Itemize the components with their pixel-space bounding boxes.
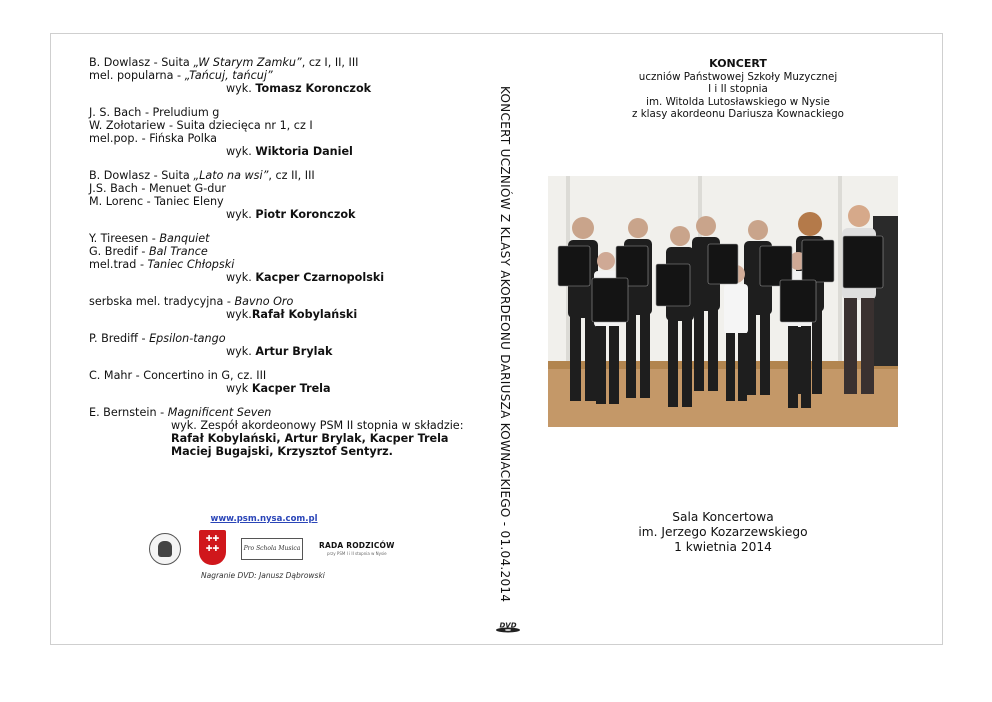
- piece-line: [89, 258, 479, 271]
- piece-text: B. Dowlasz - Suita: [89, 56, 194, 69]
- rada-rodzicow-logo: RADA RODZICÓW: [319, 541, 395, 550]
- piece-text: M. Lorenc - Taniec Eleny: [89, 195, 224, 208]
- concert-date: 1 kwietnia 2014: [674, 540, 772, 554]
- ensemble-members: Maciej Bugajski, Krzysztof Sentyrz.: [171, 445, 393, 458]
- piece-title: Bal Trance: [149, 245, 208, 258]
- venue-info: [533, 510, 913, 555]
- performer-prefix: wyk.: [226, 145, 256, 158]
- piece-text: G. Bredif -: [89, 245, 149, 258]
- piece-line: [89, 119, 479, 132]
- program-item: [89, 56, 479, 95]
- performer-line: [89, 271, 479, 284]
- performer-line: [89, 345, 479, 358]
- performer-prefix: wyk.: [226, 345, 256, 358]
- nysa-coat-of-arms-logo: ✚✚ ✚✚: [199, 530, 226, 565]
- ensemble-performer-line: wyk. Zespół akordeonowy PSM II stopnia w składzie:: [171, 419, 464, 432]
- front-cover: [533, 34, 943, 644]
- front-subtitle-line: z klasy akordeonu Dariusza Kownackiego: [632, 108, 844, 121]
- program-item-ensemble: [89, 406, 479, 458]
- front-subtitle-line: I i II stopnia: [708, 83, 768, 96]
- piece-title: Epsilon-tango: [149, 332, 226, 345]
- piece-line: [89, 132, 479, 145]
- spine: [481, 34, 533, 644]
- spine-title: KONCERT UCZNIÓW Z KLASY AKORDEONU DARIUSZA KOWNACKIEGO - 01.04.2014: [498, 86, 512, 603]
- performer-line: [89, 82, 479, 95]
- piece-line: [89, 106, 479, 119]
- piece-text: mel.pop. - Fińska Polka: [89, 132, 217, 145]
- piece-text: B. Dowlasz - Suita: [89, 169, 194, 182]
- piece-text: mel. popularna -: [89, 69, 185, 82]
- performer-prefix: wyk.: [226, 82, 256, 95]
- rada-rodzicow-subtitle: przy PSM I i II stopnia w Nysie: [327, 551, 387, 556]
- front-title: KONCERT: [709, 57, 767, 70]
- piece-text: mel.trad -: [89, 258, 148, 271]
- piece-title: „Lato na wsi”: [193, 169, 269, 182]
- venue-line: Sala Koncertowa: [672, 510, 774, 524]
- piece-title: „Tańcuj, tańcuj”: [184, 69, 273, 82]
- recording-credit: Nagranie DVD: Janusz Dąbrowski: [201, 571, 325, 580]
- piece-text: C. Mahr - Concertino in G, cz. III: [89, 369, 267, 382]
- program-list: [89, 56, 479, 469]
- piece-text: , cz I, II, III: [301, 56, 359, 69]
- piece-line: [89, 56, 479, 69]
- front-subtitle-line: im. Witolda Lutosławskiego w Nysie: [646, 95, 830, 108]
- svg-text:DVD: DVD: [499, 621, 517, 630]
- program-item: [89, 169, 479, 221]
- school-website-link[interactable]: www.psm.nysa.com.pl: [210, 514, 318, 524]
- piece-line: [89, 332, 479, 345]
- front-header: [533, 58, 943, 121]
- piece-line: [89, 295, 479, 308]
- piece-text: Y. Tireesen -: [89, 232, 160, 245]
- program-item: [89, 106, 479, 158]
- back-footer: [141, 514, 401, 580]
- piece-title: Magnificent Seven: [167, 406, 272, 419]
- piece-text: E. Bernstein -: [89, 406, 168, 419]
- ensemble-members: Rafał Kobylański, Artur Brylak, Kacper Trela: [171, 432, 449, 445]
- piece-text: , cz II, III: [268, 169, 315, 182]
- piece-line: [89, 369, 479, 382]
- performer-name: Kacper Czarnopolski: [255, 271, 385, 284]
- performer-line: [89, 382, 479, 395]
- piece-text: J.S. Bach - Menuet G-dur: [89, 182, 227, 195]
- performer-name: Artur Brylak: [255, 345, 333, 358]
- school-seal-logo: [149, 533, 181, 565]
- piece-line: [89, 182, 479, 195]
- piece-line: [89, 195, 479, 208]
- program-item: [89, 232, 479, 284]
- piece-text: W. Zołotariew - Suita dziecięca nr 1, cz I: [89, 119, 313, 132]
- piece-line: [89, 69, 479, 82]
- venue-line: im. Jerzego Kozarzewskiego: [638, 525, 808, 539]
- ensemble-photo: [548, 176, 898, 427]
- pro-schola-musica-logo: Pro Schola Musica: [241, 538, 303, 560]
- piece-line: [89, 245, 479, 258]
- performer-name: Kacper Trela: [251, 382, 331, 395]
- performer-line: [89, 208, 479, 221]
- piece-line: [89, 232, 479, 245]
- performer-prefix: wyk.: [226, 308, 252, 321]
- program-item: [89, 369, 479, 395]
- dvd-cover: [50, 33, 943, 645]
- performer-prefix: wyk.: [226, 271, 256, 284]
- piece-title: „W Starym Zamku”: [193, 56, 302, 69]
- piece-title: Bavno Oro: [234, 295, 294, 308]
- front-subtitle-line: uczniów Państwowej Szkoły Muzycznej: [638, 70, 838, 83]
- dvd-logo-icon: [495, 621, 521, 633]
- performer-line: [89, 308, 479, 321]
- piece-line: [89, 406, 479, 419]
- performer-prefix: wyk.: [226, 208, 256, 221]
- piece-title: Taniec Chłopski: [147, 258, 235, 271]
- program-item: [89, 295, 479, 321]
- piece-line: [89, 169, 479, 182]
- performer-line: [89, 145, 479, 158]
- performer-name: Wiktoria Daniel: [255, 145, 353, 158]
- performer-prefix: wyk: [226, 382, 252, 395]
- back-cover: [51, 34, 481, 644]
- piece-text: P. Brediff -: [89, 332, 150, 345]
- program-item: [89, 332, 479, 358]
- sponsor-logos: [149, 531, 409, 571]
- performer-name: Rafał Kobylański: [251, 308, 358, 321]
- piece-text: J. S. Bach - Preludium g: [89, 106, 220, 119]
- performer-name: Tomasz Koronczok: [255, 82, 372, 95]
- piece-title: Banquiet: [159, 232, 210, 245]
- performer-name: Piotr Koronczok: [255, 208, 356, 221]
- piece-text: serbska mel. tradycyjna -: [89, 295, 235, 308]
